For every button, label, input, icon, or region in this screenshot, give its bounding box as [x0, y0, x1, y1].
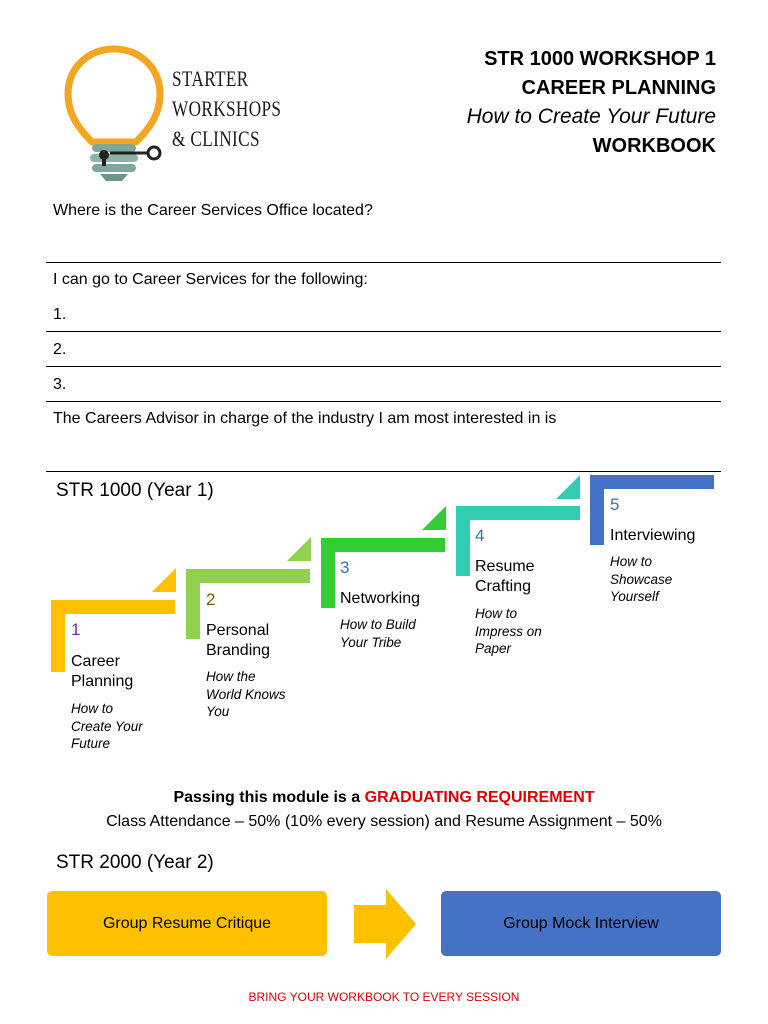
step-2-stem: [186, 569, 200, 639]
step-5-title: Interviewing: [610, 527, 696, 544]
question-advisor: The Careers Advisor in charge of the industry I am most interested in is: [53, 410, 557, 427]
step-1-arrow: [152, 568, 176, 592]
step-4-number: 4: [475, 526, 485, 545]
step-3-stem: [321, 538, 335, 608]
group-mock-interview-box: Group Mock Interview: [441, 891, 721, 956]
step-1-subtitle: How to Create Your Future: [71, 701, 143, 751]
answer-line: [46, 331, 721, 332]
header-workbook: WORKBOOK: [592, 135, 716, 157]
step-1-title: Career Planning: [71, 653, 134, 690]
grading-breakdown: Class Attendance – 50% (10% every session) and Resume Assignment – 50%: [106, 813, 662, 830]
graduating-requirement: GRADUATING REQUIREMENT: [364, 789, 595, 806]
lightbulb-key-icon: [62, 44, 172, 184]
step-4-subtitle: How to Impress on Paper: [475, 606, 542, 656]
step-4-stem: [456, 506, 470, 576]
step-5-stem: [590, 475, 604, 545]
step-5-number: 5: [610, 495, 620, 514]
step-3-number: 3: [340, 558, 350, 577]
step-1-stem: [51, 600, 65, 672]
step-5-subtitle: How to Showcase Yourself: [610, 554, 673, 604]
step-2-arrow: [287, 537, 311, 561]
answer-line: [46, 401, 721, 402]
answer-line: [46, 471, 721, 472]
header-tagline: How to Create Your Future: [466, 105, 716, 128]
step-4-arrow: [556, 475, 580, 499]
step-2-bar: [186, 569, 310, 583]
requirement-line: [0, 789, 768, 807]
header-title: STR 1000 WORKSHOP 1: [484, 48, 716, 70]
step-1-bar: [51, 600, 175, 614]
logo-line-1: STARTER: [172, 66, 249, 91]
step-3-bar: [321, 538, 445, 552]
list-item: 3.: [53, 376, 67, 393]
step-2-title: Personal Branding: [206, 622, 271, 659]
step-4-title: Resume Crafting: [475, 558, 535, 595]
step-4-bar: [456, 506, 580, 520]
logo-line-3: & CLINICS: [172, 126, 260, 151]
group-resume-critique-box: Group Resume Critique: [47, 891, 327, 956]
step-1-number: 1: [71, 620, 81, 639]
step-3-arrow: [422, 506, 446, 530]
logo: [62, 44, 282, 184]
year1-heading: STR 1000 (Year 1): [56, 480, 214, 501]
list-item: 1.: [53, 306, 67, 323]
answer-line: [46, 366, 721, 367]
requirement-prefix: Passing this module is a: [173, 789, 361, 806]
step-5-bar: [590, 475, 714, 489]
answer-line: [46, 262, 721, 263]
year2-heading: STR 2000 (Year 2): [56, 852, 214, 873]
logo-line-2: WORKSHOPS: [172, 96, 282, 121]
header-subtitle: CAREER PLANNING: [521, 77, 716, 99]
footer-note: BRING YOUR WORKBOOK TO EVERY SESSION: [248, 990, 520, 1004]
step-3-subtitle: How to Build Your Tribe: [340, 617, 416, 650]
list-item: 2.: [53, 341, 67, 358]
question-location: Where is the Career Services Office located?: [53, 202, 373, 219]
step-3-title: Networking: [340, 590, 421, 607]
step-2-number: 2: [206, 590, 216, 609]
right-arrow-icon: [354, 889, 416, 959]
question-services: I can go to Career Services for the following:: [53, 271, 368, 288]
step-2-subtitle: How the World Knows You: [206, 669, 286, 719]
